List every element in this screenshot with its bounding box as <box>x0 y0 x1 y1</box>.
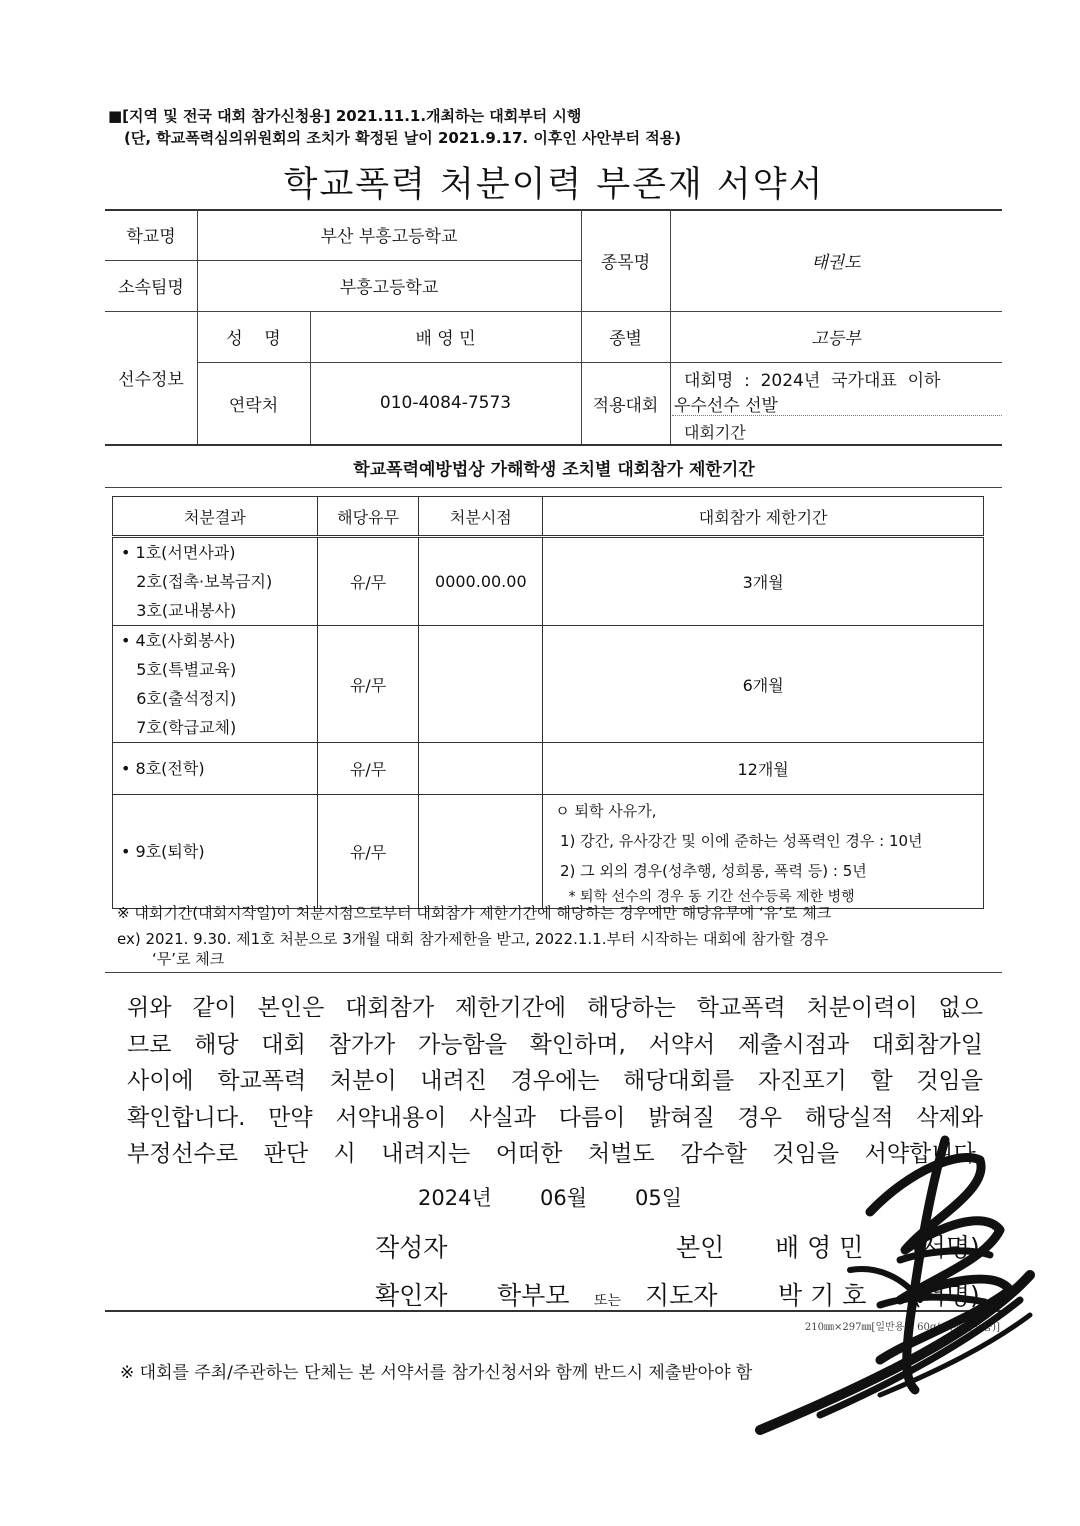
detail-line: ㅇ 퇴학 사유가, <box>555 801 657 820</box>
contact-label: 연락처 <box>228 395 279 416</box>
measure-line: 3호(교내봉사) <box>121 601 237 620</box>
restriction-section-title: 학교폭력예방법상 가해학생 조치별 대회참가 제한기간 <box>353 460 755 480</box>
notice-line-2: (단, 학교폭력심의위원회의 조치가 확정된 날이 2021.9.17. 이후인 사안부터 적용) <box>124 129 682 147</box>
date-cell <box>419 743 543 795</box>
measure-line: 7호(학급교체) <box>121 718 237 737</box>
coach-label: 지도자 <box>645 1281 718 1310</box>
player-name: 배 영 민 <box>415 329 476 349</box>
name-label: 성 명 <box>226 329 281 349</box>
pledge-line: 사이에 학교폭력 처분이 내려진 경우에는 해당대회를 자진포기 할 것임을 <box>127 1068 983 1094</box>
confirmer-name: 박 기 호 <box>778 1281 867 1310</box>
applicable-cell: 유/무 <box>317 743 419 795</box>
player-info-label: 선수정보 <box>118 370 184 390</box>
sport-value: 태권도 <box>811 252 861 273</box>
detail-line: 2) 그 외의 경우(성추행, 성희롱, 폭력 등) : 5년 <box>555 861 867 880</box>
sport-label: 종목명 <box>600 252 651 273</box>
note-example-cont: ‘무’로 체크 <box>152 950 225 968</box>
measure-cell <box>113 626 318 743</box>
table-row <box>113 537 984 626</box>
self-label: 본인 <box>676 1233 725 1262</box>
header-applicable: 해당유무 <box>317 497 419 537</box>
period-cell: 12개월 <box>543 743 984 795</box>
date-cell <box>419 795 543 909</box>
header-period: 대회참가 제한기간 <box>543 497 984 537</box>
table-row <box>113 795 984 909</box>
measure-line: 2호(접촉·보복금지) <box>121 572 273 591</box>
table-header-row <box>113 497 984 537</box>
pledge-line: 위와 같이 본인은 대회참가 제한기간에 해당하는 학교폭력 처분이력이 없으 <box>127 995 983 1021</box>
date-cell <box>419 626 543 743</box>
confirmer-sign-mark: (서명) <box>912 1281 980 1310</box>
note-check-rule: ※ 대회기간(대회시작일)이 처분시점으로부터 대회참가 제한기간에 해당하는 경우에만 해당유무에 ‘유’로 체크 <box>117 904 832 922</box>
team-label: 소속팀명 <box>118 278 184 298</box>
date-year: 2024년 <box>418 1186 492 1210</box>
applicable-cell: 유/무 <box>317 795 419 909</box>
team-value: 부흥고등학교 <box>339 278 439 298</box>
detail-line: 1) 강간, 유사강간 및 이에 준하는 성폭력인 경우 : 10년 <box>555 831 923 850</box>
period-cell: 3개월 <box>543 537 984 626</box>
division-value: 고등부 <box>811 329 861 349</box>
competition-name-line1: 대회명 : 2024년 국가대표 이하 <box>684 371 941 391</box>
measure-cell: • 8호(전학) <box>113 743 318 795</box>
expulsion-detail-cell <box>543 795 984 909</box>
measure-line: 6호(출석정지) <box>121 689 237 708</box>
measure-cell <box>113 537 318 626</box>
confirmer-label: 확인자 <box>375 1281 448 1310</box>
period-cell: 6개월 <box>543 626 984 743</box>
note-example: ex) 2021. 9.30. 제1호 처분으로 3개월 대회 참가제한을 받고, 2022.1.1.부터 시작하는 대회에 참가할 경우 <box>117 930 829 948</box>
pledge-line: 부정선수로 판단 시 내려지는 어떠한 처벌도 감수할 것임을 서약합니다. <box>127 1141 983 1167</box>
applied-competition-label: 적용대회 <box>592 395 659 416</box>
measure-cell: • 9호(퇴학) <box>113 795 318 909</box>
applicable-cell: 유/무 <box>317 626 419 743</box>
table-row <box>113 743 984 795</box>
detail-line: * 퇴학 선수의 경우 동 기간 선수등록 제한 병행 <box>555 888 855 905</box>
parent-label: 학부모 <box>497 1281 570 1310</box>
measure-line: • 4호(사회봉사) <box>121 631 236 650</box>
footer-note: ※ 대회를 주최/주관하는 단체는 본 서약서를 참가신청서와 함께 반드시 제출받아야 함 <box>120 1363 753 1383</box>
author-label: 작성자 <box>375 1233 448 1262</box>
date-month: 06월 <box>540 1186 588 1210</box>
pledge-line: 확인합니다. 만약 서약내용이 사실과 다름이 밝혀질 경우 해당실적 삭제와 <box>127 1104 983 1131</box>
author-sign-mark: (서명) <box>912 1233 980 1262</box>
author-name: 배 영 민 <box>775 1233 864 1262</box>
date-day: 05일 <box>635 1186 683 1210</box>
paper-size-label: 210㎜×297㎜[일반용지 60g/㎡(재활용품)] <box>804 1322 1000 1333</box>
competition-period-label: 대회기간 <box>684 423 746 442</box>
restriction-table <box>112 496 984 909</box>
measure-line: 5호(특별교육) <box>121 660 237 679</box>
notice-line-1: ■[지역 및 전국 대회 참가신청용] 2021.11.1.개최하는 대회부터 시행 <box>108 107 582 125</box>
competition-name-line2: 우수선수 선발 <box>674 396 778 416</box>
pledge-line: 므로 해당 대회 참가가 가능함을 확인하며, 서약서 제출시점과 대회참가일 <box>127 1031 983 1058</box>
school-value: 부산 부흥고등학교 <box>320 227 458 247</box>
measure-line: • 1호(서면사과) <box>121 543 236 562</box>
document-title: 학교폭력 처분이력 부존재 서약서 <box>283 165 825 205</box>
header-date: 처분시점 <box>419 497 543 537</box>
date-cell: 0000.00.00 <box>419 537 543 626</box>
school-label: 학교명 <box>126 227 176 247</box>
table-row <box>113 626 984 743</box>
contact-value: 010-4084-7573 <box>379 393 512 413</box>
or-label: 또는 <box>594 1293 622 1309</box>
header-result: 처분결과 <box>113 497 318 537</box>
division-label: 종별 <box>609 329 642 349</box>
applicable-cell: 유/무 <box>317 537 419 626</box>
handwritten-signature <box>730 1130 1060 1460</box>
